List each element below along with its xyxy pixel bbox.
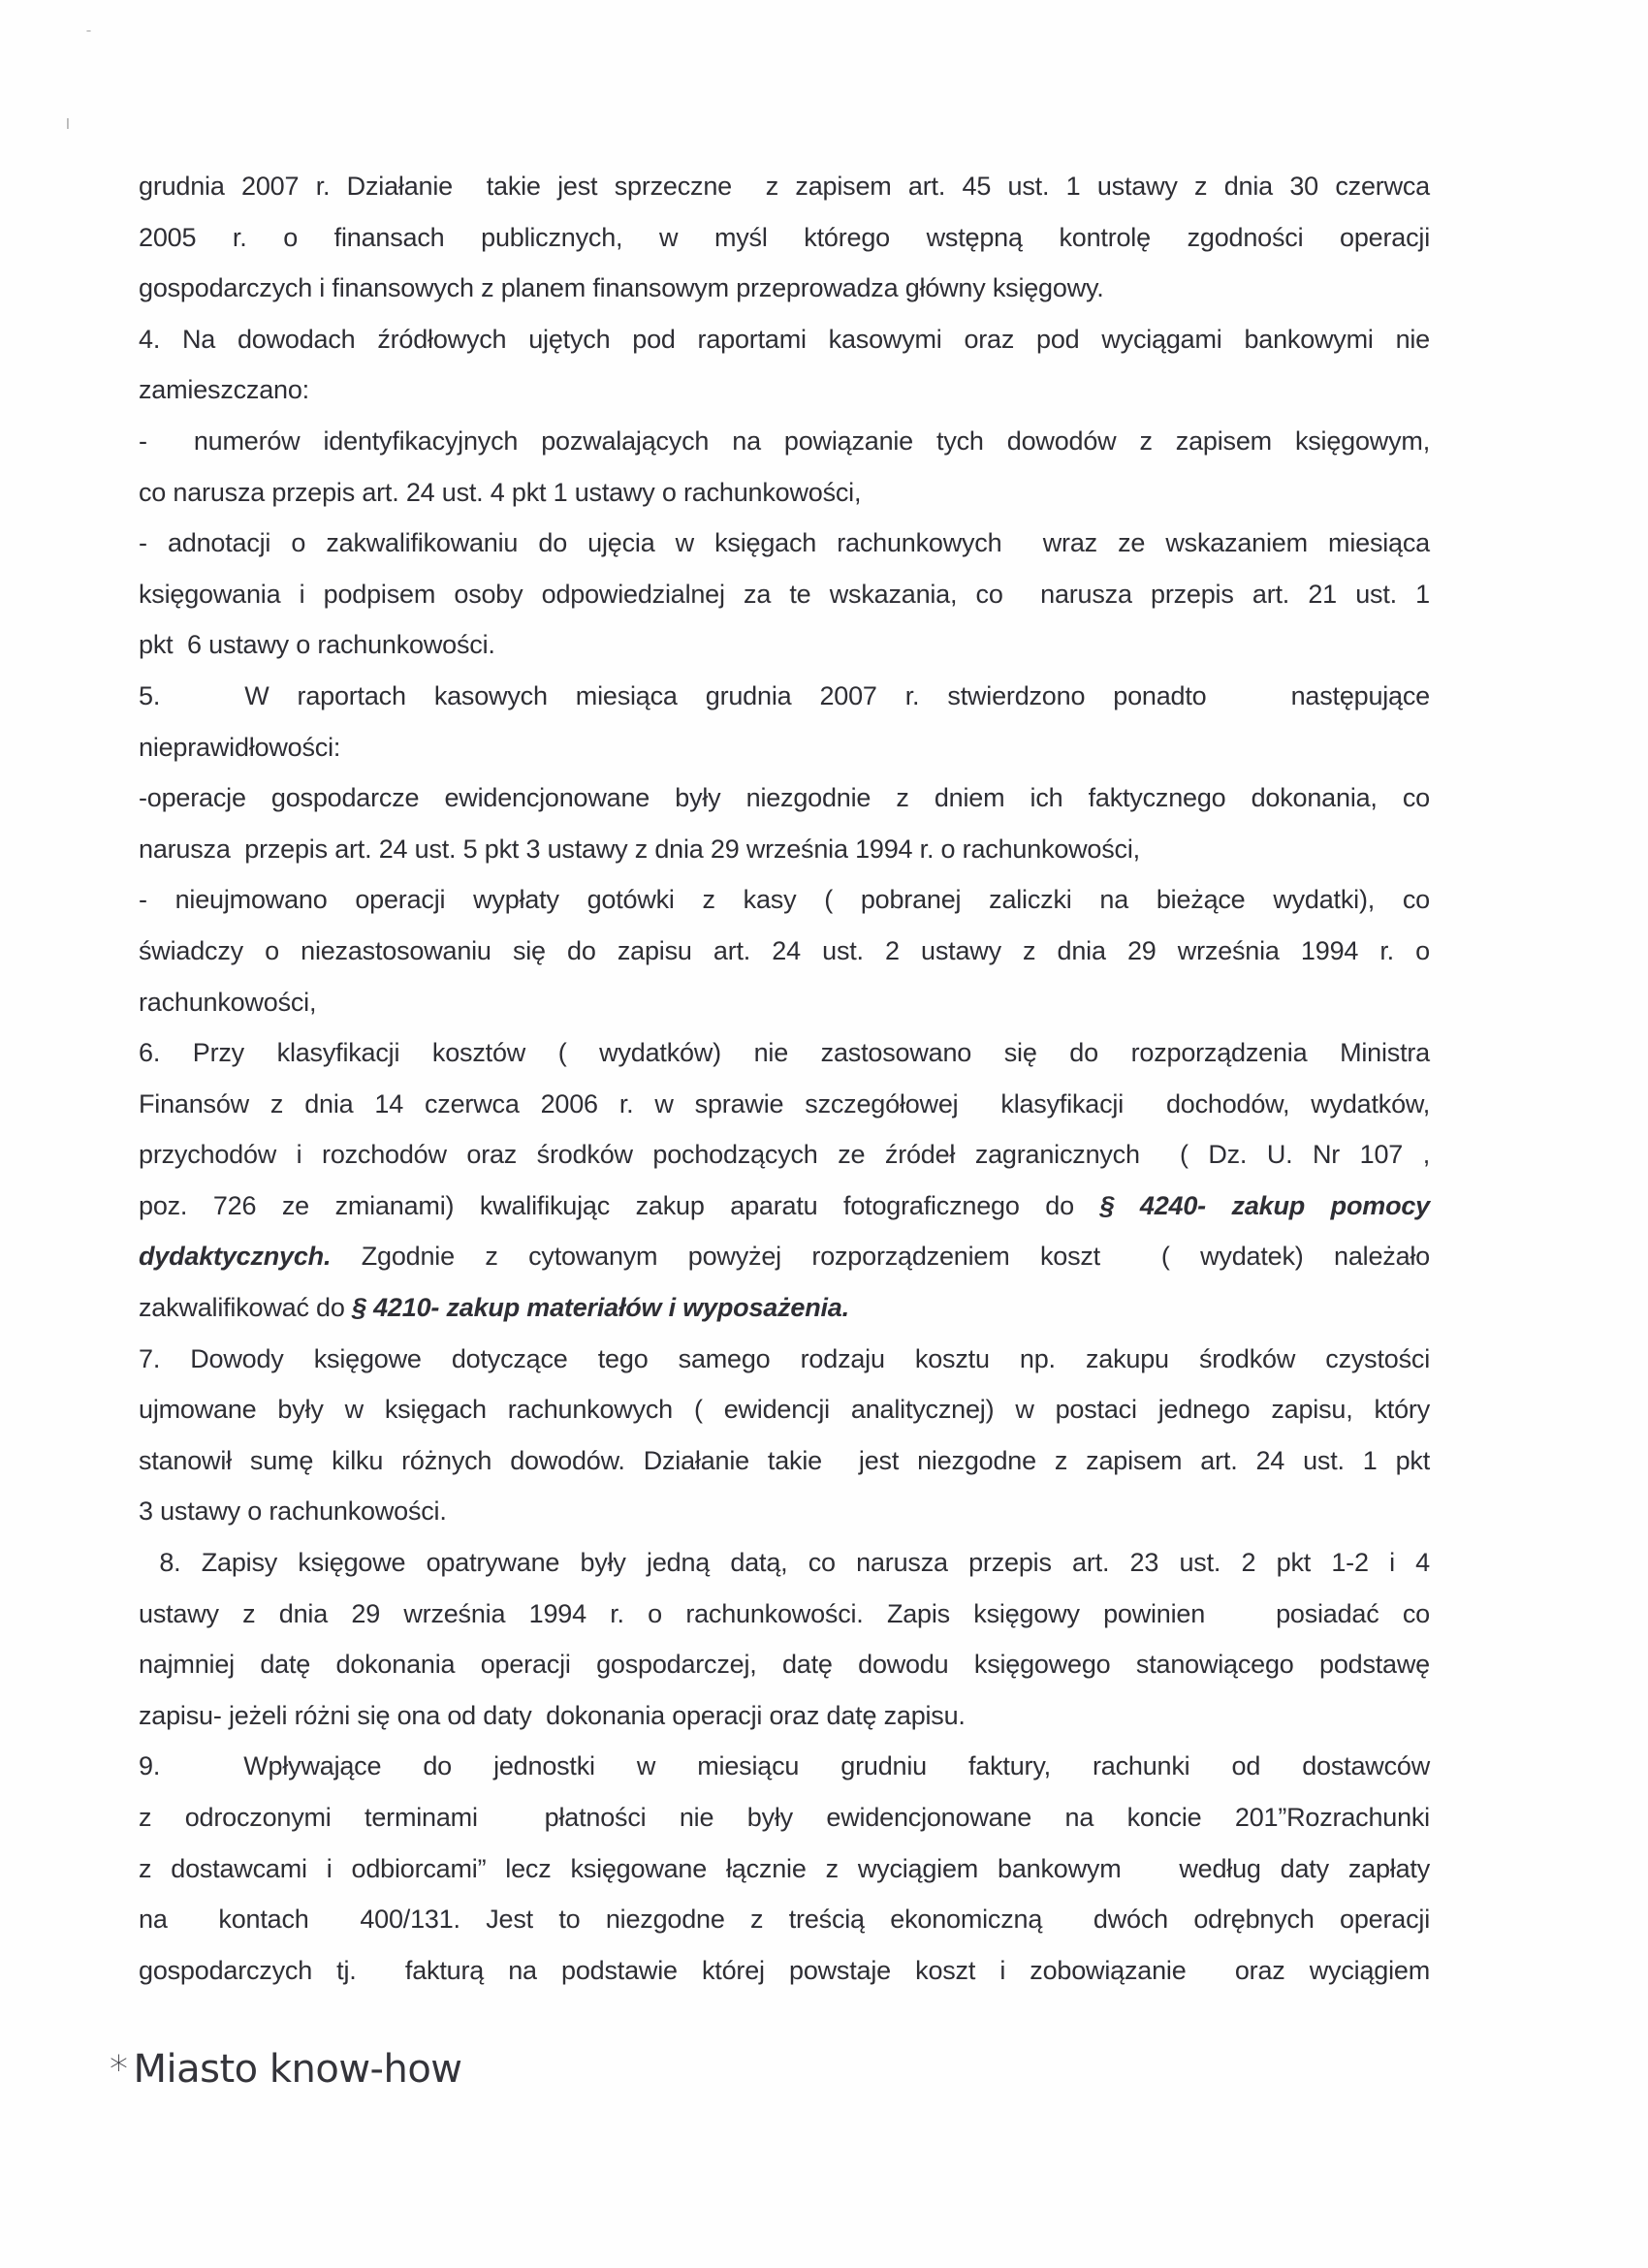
text-segment: -operacje gospodarcze ewidencjonowane były niezgodnie z dniem ich faktycznego dokonania, co: [139, 783, 1430, 813]
document-body: [139, 161, 1430, 1996]
text-line: [139, 263, 1430, 314]
text-segment: Zgodnie z cytowanym powyżej rozporządzeniem koszt ( wydatek) należało: [331, 1242, 1430, 1272]
text-segment: z dostawcami i odbiorcami” lecz księgowane łącznie z wyciągiem bankowym według daty zapłaty: [139, 1853, 1430, 1883]
text-segment: na kontach 400/131. Jest to niezgodne z treścią ekonomiczną dwóch odrębnych operacji: [139, 1905, 1430, 1935]
text-line: [139, 1690, 1430, 1742]
emphasized-text: § 4240- zakup pomocy: [1099, 1190, 1430, 1220]
text-segment: świadczy o niezastosowaniu się do zapisu art. 24 ust. 2 ustawy z dnia 29 września 1994 r. o: [139, 935, 1430, 965]
text-segment: - numerów identyfikacyjnych pozwalających na powiązanie tych dowodów z zapisem księgowym,: [139, 425, 1430, 456]
footer-logo: [110, 2047, 462, 2092]
text-segment: z odroczonymi terminami płatności nie były ewidencjonowane na koncie 201”Rozrachunki: [139, 1803, 1430, 1832]
text-line: [139, 722, 1430, 773]
text-segment: 2005 r. o finansach publicznych, w myśl którego wstępną kontrolę zgodności operacji: [139, 222, 1430, 252]
text-segment: co narusza przepis art. 24 ust. 4 pkt 1 ustawy o rachunkowości,: [139, 477, 862, 507]
text-segment: gospodarczych i finansowych z planem finansowym przeprowadza główny księgowy.: [139, 273, 1104, 303]
text-line: [139, 977, 1430, 1028]
text-line: [139, 874, 1430, 926]
emphasized-text: § 4210- zakup materiałów i wyposażenia.: [352, 1293, 849, 1323]
text-line: [139, 1027, 1430, 1079]
text-segment: księgowania i podpisem osoby odpowiedzialnej za te wskazania, co narusza przepis art. 21 ust. 1: [139, 579, 1430, 609]
scan-artifact-mark: ꞁ: [66, 114, 70, 130]
text-line: [139, 1079, 1430, 1130]
text-segment: zamieszczano:: [139, 375, 309, 405]
text-segment: 3 ustawy o rachunkowości.: [139, 1496, 447, 1527]
text-segment: zapisu- jeżeli różni się ona od daty dokonania operacji oraz datę zapisu.: [139, 1700, 966, 1730]
text-line: [139, 1741, 1430, 1792]
text-line: [139, 926, 1430, 977]
text-segment: poz. 726 ze zmianami) kwalifikując zakup aparatu fotograficznego do: [139, 1190, 1100, 1220]
text-line: [139, 1486, 1430, 1537]
text-line: [139, 1843, 1430, 1895]
text-line: [139, 416, 1430, 467]
text-line: [139, 518, 1430, 569]
text-segment: 7. Dowody księgowe dotyczące tego samego rodzaju kosztu np. zakupu środków czystości: [139, 1343, 1430, 1373]
text-segment: 5. W raportach kasowych miesiąca grudnia 2007 r. stwierdzono ponadto następujące: [139, 680, 1430, 710]
text-line: [139, 161, 1430, 212]
text-segment: zakwalifikować do: [139, 1293, 352, 1323]
text-segment: rachunkowości,: [139, 987, 317, 1017]
text-segment: 4. Na dowodach źródłowych ujętych pod raportami kasowymi oraz pod wyciągami bankowymi nie: [139, 324, 1430, 354]
text-segment: Finansów z dnia 14 czerwca 2006 r. w sprawie szczegółowej klasyfikacji dochodów, wydatków,: [139, 1088, 1430, 1118]
text-line: [139, 1537, 1430, 1589]
text-line: [139, 1282, 1430, 1334]
text-line: [139, 467, 1430, 519]
text-segment: gospodarczych tj. fakturą na podstawie której powstaje koszt i zobowiązanie oraz wyciągiem: [139, 1955, 1430, 1985]
text-line: [139, 1231, 1430, 1282]
text-line: [139, 1435, 1430, 1487]
text-line: [139, 1129, 1430, 1181]
text-line: [139, 1945, 1430, 1997]
footer-logo-text: Miasto know-how: [133, 2047, 462, 2092]
text-line: [139, 824, 1430, 875]
text-line: [139, 1894, 1430, 1945]
text-line: [139, 1181, 1430, 1232]
asterisk-logo-icon: *: [110, 2048, 128, 2091]
text-segment: 8. Zapisy księgowe opatrywane były jedną datą, co narusza przepis art. 23 ust. 2 pkt 1-2 i 4: [139, 1548, 1430, 1578]
text-line: [139, 1334, 1430, 1385]
text-line: [139, 671, 1430, 722]
text-line: [139, 1589, 1430, 1640]
text-line: [139, 772, 1430, 824]
text-segment: narusza przepis art. 24 ust. 5 pkt 3 ustawy z dnia 29 września 1994 r. o rachunkowości,: [139, 834, 1140, 864]
text-segment: przychodów i rozchodów oraz środków pochodzących ze źródeł zagranicznych ( Dz. U. Nr 107 ,: [139, 1140, 1430, 1170]
text-segment: - nieujmowano operacji wypłaty gotówki z kasy ( pobranej zaliczki na bieżące wydatki), co: [139, 885, 1430, 915]
text-segment: ustawy z dnia 29 września 1994 r. o rachunkowości. Zapis księgowy powinien posiadać co: [139, 1598, 1430, 1628]
text-segment: grudnia 2007 r. Działanie takie jest sprzeczne z zapisem art. 45 ust. 1 ustawy z dnia 30 czerwca: [139, 172, 1430, 201]
text-line: [139, 569, 1430, 620]
scan-artifact-mark: ˉ: [85, 29, 92, 45]
text-line: [139, 314, 1430, 365]
emphasized-text: dydaktycznych.: [139, 1242, 332, 1272]
text-line: [139, 212, 1430, 264]
text-line: [139, 1384, 1430, 1435]
text-segment: pkt 6 ustawy o rachunkowości.: [139, 630, 495, 660]
text-segment: najmniej datę dokonania operacji gospodarczej, datę dowodu księgowego stanowiącego podstawę: [139, 1650, 1430, 1680]
text-line: [139, 1639, 1430, 1690]
text-line: [139, 364, 1430, 416]
text-segment: nieprawidłowości:: [139, 732, 341, 762]
text-segment: 6. Przy klasyfikacji kosztów ( wydatków) nie zastosowano się do rozporządzenia Ministra: [139, 1038, 1430, 1068]
text-segment: 9. Wpływające do jednostki w miesiącu grudniu faktury, rachunki od dostawców: [139, 1751, 1430, 1781]
text-segment: ujmowane były w księgach rachunkowych ( ewidencji analitycznej) w postaci jednego zapisu, który: [139, 1395, 1430, 1425]
text-segment: stanowił sumę kilku różnych dowodów. Działanie takie jest niezgodne z zapisem art. 24 ust. 1 pkt: [139, 1445, 1430, 1475]
text-line: [139, 619, 1430, 671]
text-line: [139, 1792, 1430, 1843]
text-segment: - adnotacji o zakwalifikowaniu do ujęcia w księgach rachunkowych wraz ze wskazaniem miesiąca: [139, 528, 1430, 558]
